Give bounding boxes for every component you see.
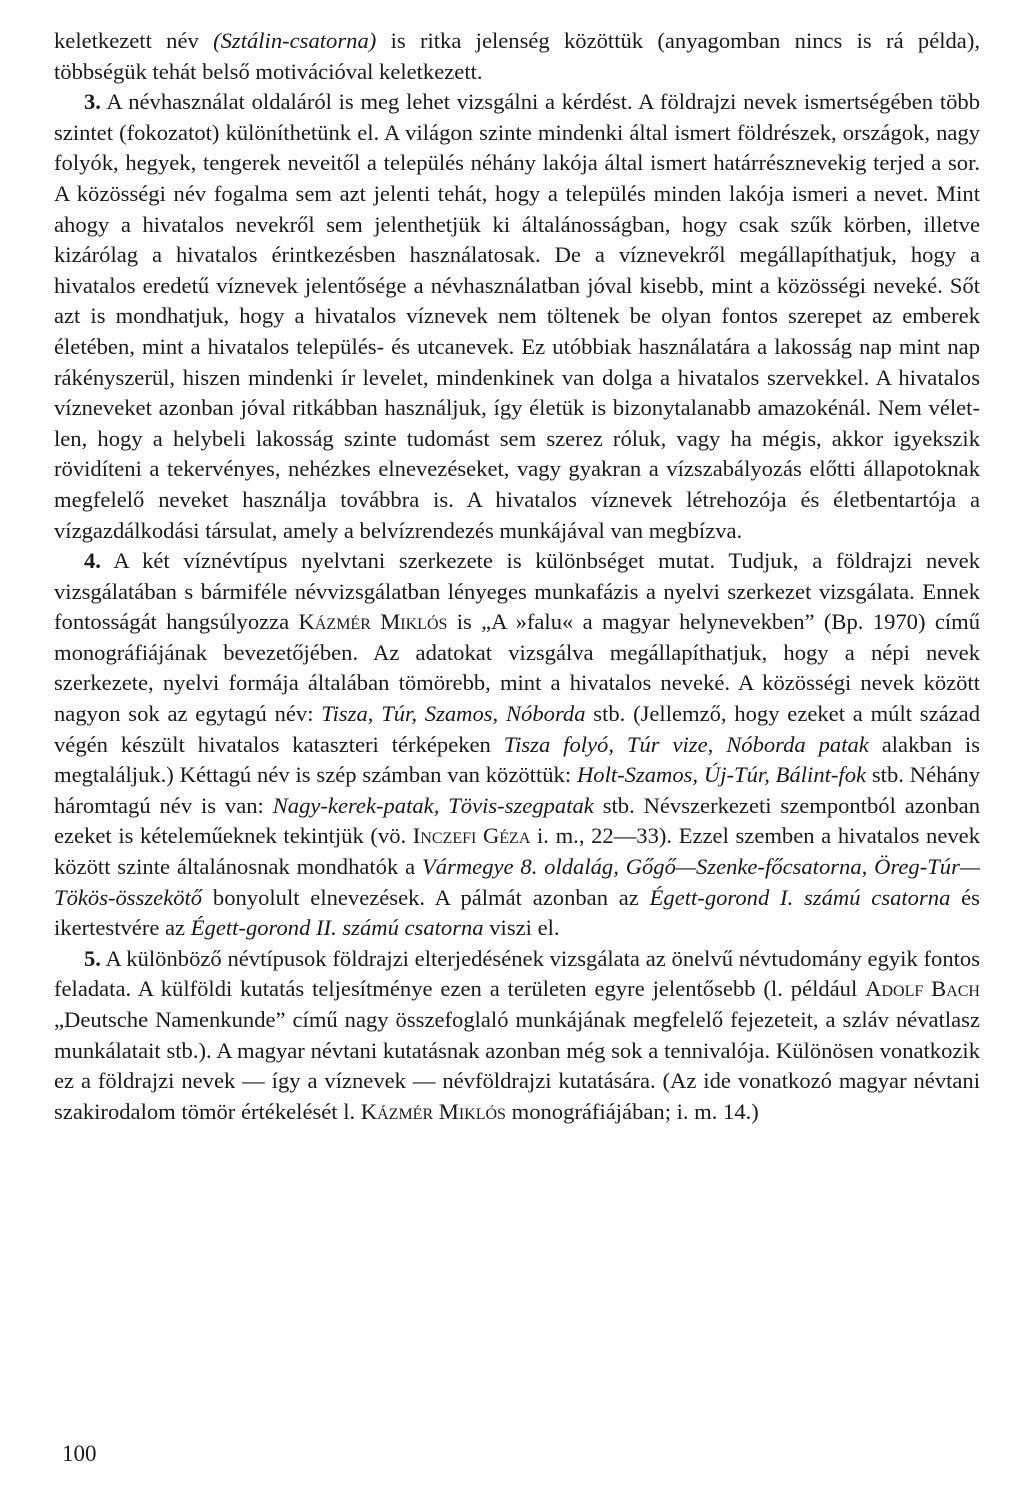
paragraph-5 xyxy=(54,944,980,1128)
text-run: Vármegye 8. oldalág, Gőgő—Szenke-főcsatorna, Öreg-Túr—Tökös-összekötő xyxy=(54,854,980,910)
text-run: (Sztálin-csatorna) xyxy=(213,28,377,53)
text-run: Inczefi Géza xyxy=(412,823,531,849)
text-run: Égett-gorond I. számú csatorna xyxy=(649,884,951,910)
text-run: Nagy-kerek-patak, Tövis-szegpatak xyxy=(272,792,594,818)
text-run: is ritka jelenség közöttük (anyagomban nincs is rá példa), többségük tehát belső motivációval keletkezett. xyxy=(54,28,981,84)
page-number: 100 xyxy=(62,1441,97,1466)
page-body xyxy=(54,26,980,1127)
text-run: Adolf Bach xyxy=(865,976,980,1002)
text-run: viszi el. xyxy=(483,915,560,941)
text-run: stb. (Jellemző, hogy ezeket a múlt század végén készült hivatalos kataszteri térképeken xyxy=(54,701,980,757)
text-run: A különböző névtípusok földrajzi elterjedésének vizsgálata az önelvű névtudomány egyik fontos feladata. A külföldi kutatás teljesítménye ezen a területen egyre jelentősebb (l. például xyxy=(54,945,980,1002)
paragraph-4 xyxy=(54,546,980,944)
text-run: is „A »falu« a magyar helynevekben” (Bp. 1970) című monográfiájának bevezetőjében. Az adatokat vizsgálva megállapíthatjuk, hogy a népi nevek szerkezete, nyelvi formája általában tömörebb, mint a hivatalos neveké. A közösségi nevek között nagyon sok az egytagú név: xyxy=(54,609,980,727)
text-run: i. m., 22—33). Ezzel szemben a hivatalos nevek között szinte általánosnak mondhatók a xyxy=(54,823,981,880)
text-run: Tisza, Túr, Szamos, Nóborda xyxy=(321,701,586,727)
text-run: Holt-Szamos, Új-Túr, Bálint-fok xyxy=(576,762,867,788)
text-run: 4. xyxy=(84,548,101,574)
paragraph-3 xyxy=(54,87,980,546)
text-run: „Deutsche Namenkunde” című nagy összefoglaló munkájának megfelelő fejezeteit, a szláv névatlasz munkálatait stb.). A magyar névtani kutatásnak azonban még sok a tennivalója. Különösen vonatkozik ez a földrajzi nevek — így a víznevek — névföldrajzi kutatására. (Az ide vonatkozó magyar névtani szakirodalom tömör értékelését l. xyxy=(54,1007,980,1124)
text-run: Égett-gorond II. számú csatorna xyxy=(190,915,484,941)
text-run: és ikertestvére az xyxy=(54,884,980,941)
text-run: 3. xyxy=(84,89,101,115)
text-run: keletkezett név xyxy=(54,28,214,53)
text-run: A két víznévtípus nyelvtani szerkezete is különbséget mutat. Tudjuk, a földrajzi nevek vizsgálatában s bármiféle névvizsgálatban lényeges munkafázis a nyelvi szerkezet vizsgálata. Ennek fontosságát hangsúlyozza xyxy=(54,548,980,635)
text-run: 5. xyxy=(84,945,101,971)
text-run: stb. Néhány háromtagú név is van: xyxy=(54,762,981,818)
text-run: monográfiájában; i. m. 14.) xyxy=(505,1098,759,1124)
text-run: Tisza folyó, Túr vize, Nóborda patak xyxy=(503,731,869,757)
text-run: Kázmér Miklós xyxy=(360,1098,506,1124)
paragraph-continuation xyxy=(54,26,980,87)
text-run: A névhasználat oldaláról is meg lehet vizsgálni a kérdést. A földrajzi nevek ismertségében több szintet (fokozatot) különíthetünk el. A világon szinte mindenki által ismert földrészek, országok, nagy folyók, hegyek, tengerek neveitől a település néhány lakója által ismert határrésznevekig terjed a sor. A közösségi név fogalma sem azt jelenti tehát, hogy a település minden lakója ismeri a nevet. Mint ahogy a hivatalos nevekről sem jelenthetjük ki általánosságban, hogy csak szűk körben, illetve kizárólag a hivatalos érintkezésben használatosak. De a víznevekről megállapíthatjuk, hogy a hivatalos eredetű víznevek jelentősége a névhasználatban jóval kisebb, mint a közösségi neveké. Sőt azt is mondhatjuk, hogy a hivatalos víznevek nem töltenek be olyan fontos szerepet az emberek életében, mint a hivatalos település- és utcanevek. Ez utóbbiak használatára a lakosság nap mint nap rákényszerül, hiszen mindenki ír levelet, mindenkinek van dolga a hivatalos szervekkel. A hivatalos vízneveket azonban jóval ritkábban használjuk, így életük is bizonytalanabb amazokénál. Nem véletlen, hogy a helybeli lakosság szinte tudomást sem szerez róluk, vagy ha mégis, akkor igyekszik rövidíteni a tekervényes, nehézkes elnevezéseket, vagy gyakran a vízszabályozás előtti állapotoknak megfelelő neveket használja továbbra is. A hivatalos víznevek létrehozója és életbentartója a vízgazdálkodási társulat, amely a belvízrendezés munkájával van megbízva. xyxy=(54,89,980,543)
text-run: bonyolult elnevezések. A pálmát azonban az xyxy=(202,884,650,910)
text-run: stb. Névszerkezeti szempontból azonban ezeket is kételeműeknek tekintjük (vö. xyxy=(54,792,981,849)
text-run: Kázmér Miklós xyxy=(298,609,448,635)
text-run: alakban is megtaláljuk.) Kéttagú név is szép számban van közöttük: xyxy=(54,731,980,788)
